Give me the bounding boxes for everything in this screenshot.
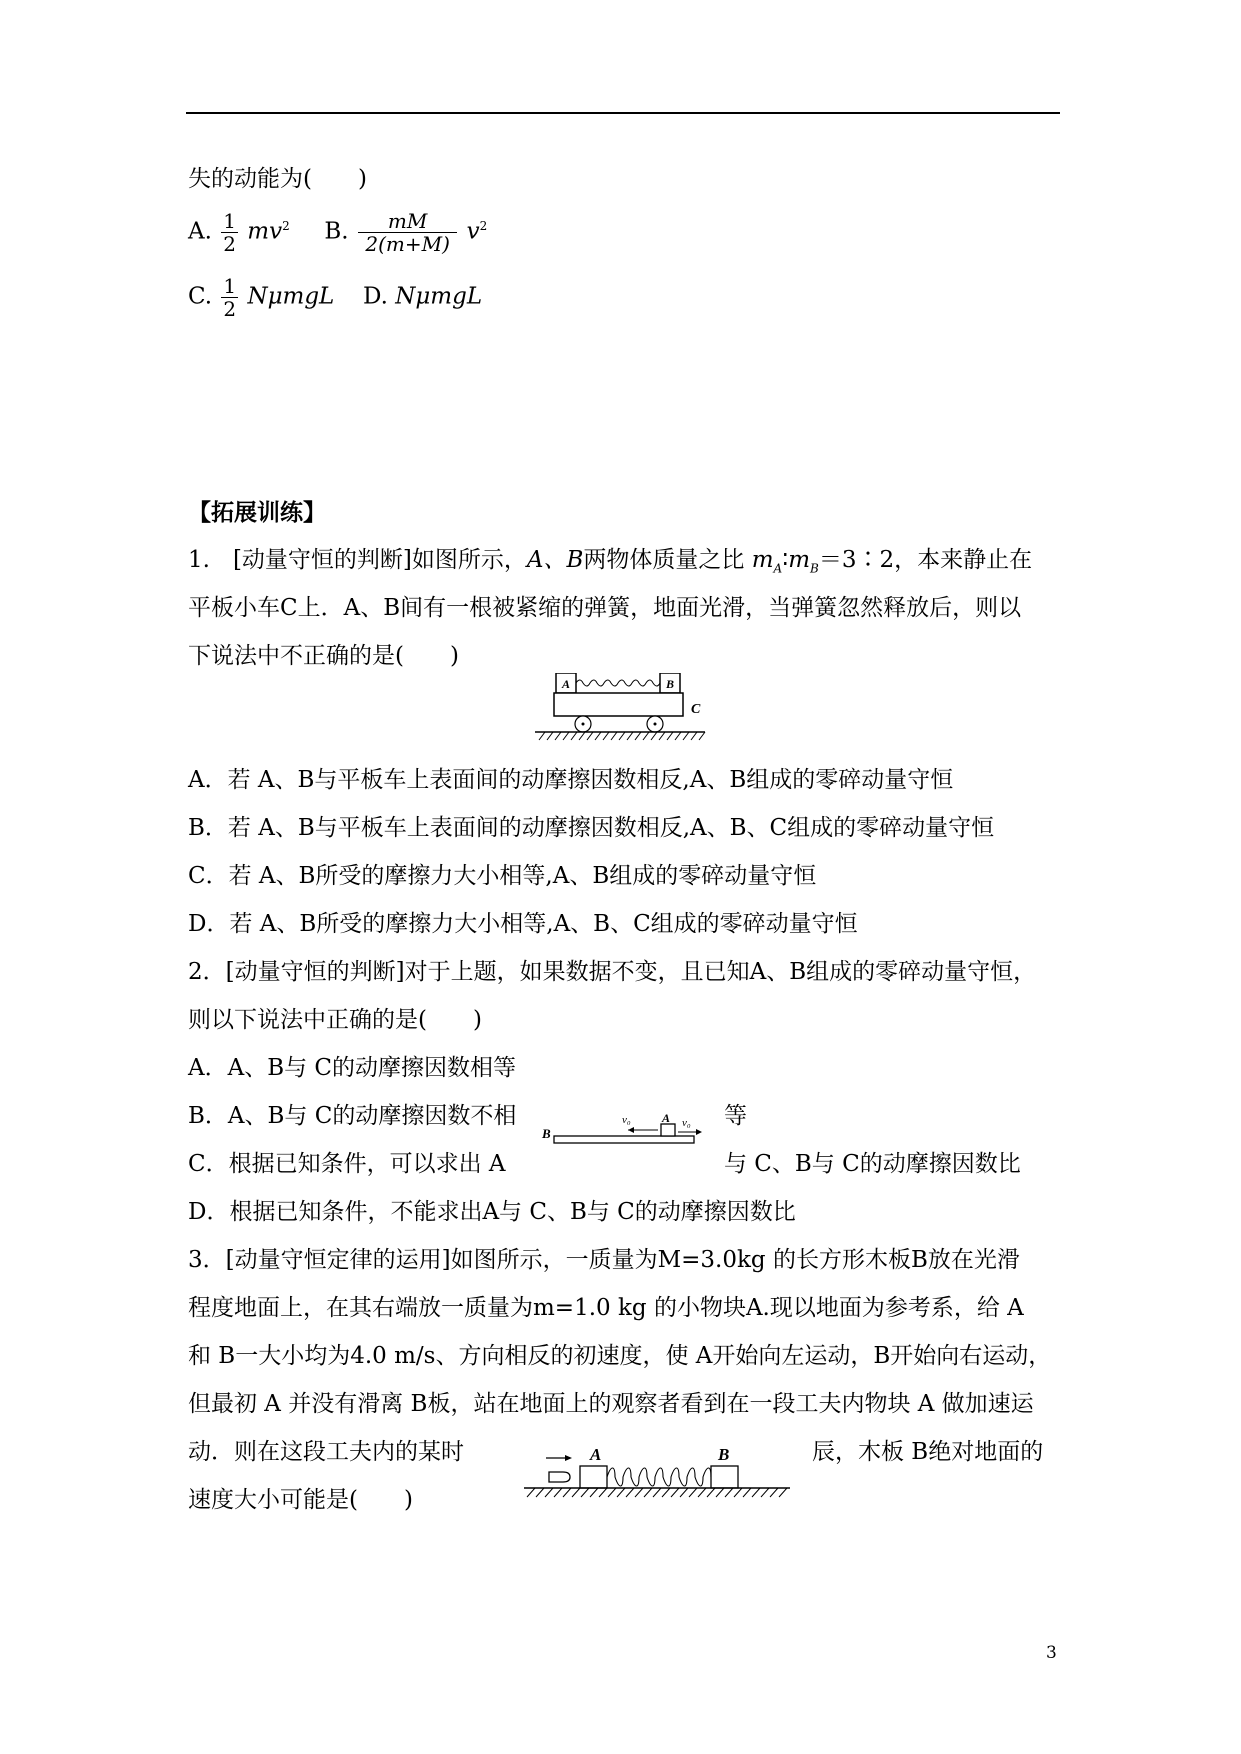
q3-block-a [580,1466,607,1488]
intro-stem-tail: 失的动能为( ) [188,166,367,192]
q2-option-c-right: 与 C、B与 C的动摩擦因数比 [724,1151,1021,1177]
option-d-label: D. [362,283,388,310]
option-b-expr: v [466,218,480,245]
q2-option-c-left: C．根据已知条件，可以求出 A [188,1151,506,1177]
q1-mass-b-sub: B [810,561,819,576]
option-b-denominator: 2(m+M) [365,232,450,257]
intro-option-cd [188,275,482,320]
q1-colon: ∶ [782,547,789,573]
option-a-sup: 2 [282,219,290,233]
q3-line3: 和 B一大小均为4.0 m/s、方向相反的初速度，使 A开始向左运动，B开始向右运动， [188,1343,1052,1369]
q1-line1-b: A、B [526,547,584,573]
q1-line1 [188,544,1032,585]
option-b-numerator: mM [358,210,457,233]
option-a-label: A. [188,218,212,245]
page-number: 3 [1046,1643,1057,1663]
q1-fig-label-c: C [691,702,701,717]
q2-option-a: A．A、B与 C的动摩擦因数相等 [188,1055,517,1081]
q3-line5-left: 动．则在这段工夫内的某时 [188,1439,464,1465]
q1-line1-c: 两物体质量之比 [583,547,752,573]
q2-fig-v0-left: v₀ [622,1114,631,1126]
q1-line1-d: ＝3∶2，本来静止在 [818,547,1033,573]
q2-board-figure [540,1112,710,1150]
option-b-label: B. [324,218,349,245]
q3-ground-hatch [527,1488,787,1497]
option-a-denominator: 2 [223,232,236,257]
q1-option-c: C．若 A、B所受的摩擦力大小相等,A、B组成的零碎动量守恒 [188,863,817,889]
q1-option-a: A．若 A、B与平板车上表面间的动摩擦因数相反,A、B组成的零碎动量守恒 [188,767,954,793]
option-c-label: C. [188,283,213,310]
q1-ground-hatch [539,732,705,740]
q2-fig-v0-right: v₀ [682,1117,691,1129]
q3-fig-label-a: A [590,1445,602,1464]
section-title: 【拓展训练】 [188,499,326,526]
option-a-expr: mv [247,218,283,245]
option-c-numerator: 1 [223,274,237,298]
option-a-fraction [221,210,238,255]
q1-spring [576,680,660,686]
header-rule [186,112,1060,114]
q2-option-b-left: B．A、B与 C的动摩擦因数不相 [188,1103,517,1129]
q2-fig-label-b: B [542,1126,551,1141]
q1-fig-label-a: A [561,677,571,691]
q2-option-d: D．根据已知条件，不能求出A与 C、B与 C的动摩擦因数比 [188,1199,796,1225]
q1-mass-a: m [751,547,774,573]
option-b-fraction [358,210,457,255]
q2-block-a [661,1124,675,1136]
q1-cart-body [554,693,683,716]
q3-spring-figure [522,1440,792,1508]
q2-fig-label-a: A [662,1112,671,1125]
q3-line6: 速度大小可能是( ) [188,1487,413,1513]
q2-board [554,1136,694,1143]
q1-cart-figure [525,673,715,745]
q1-option-d: D．若 A、B所受的摩擦力大小相等,A、B、C组成的零碎动量守恒 [188,911,858,937]
q3-line1: 3．[动量守恒定律的运用]如图所示，一质量为M=3.0kg 的长方形木板B放在光滑 [188,1247,1020,1273]
q1-line2: 平板小车C上．A、B间有一根被紧缩的弹簧，地面光滑，当弹簧忽然释放后，则以 [188,595,1022,621]
q3-spring [607,1468,711,1486]
q1-fig-label-b: B [665,677,675,691]
option-b-sup: 2 [479,219,488,233]
q2-line2: 则以下说法中正确的是( ) [188,1007,482,1033]
option-c-denominator: 2 [223,297,237,321]
q3-line2: 程度地面上，在其右端放一质量为m=1.0 kg 的小物块A.现以地面为参考系，给 A [188,1295,1024,1321]
q1-line1-a: 1. [动量守恒的判断]如图所示， [188,547,527,573]
q3-bullet [549,1472,570,1482]
q3-line4: 但最初 A 并没有滑离 B板，站在地面上的观察者看到在一段工夫内物块 A 做加速运 [188,1391,1034,1417]
q1-line3: 下说法中不正确的是( ) [188,643,459,669]
option-c-expr: NμmgL [247,283,335,310]
q2-option-b-right: 等 [724,1103,747,1129]
q3-block-b [711,1466,738,1488]
option-d-expr: NμmgL [395,283,483,310]
option-a-numerator: 1 [223,209,236,234]
q1-option-b: B．若 A、B与平板车上表面间的动摩擦因数相反,A、B、C组成的零碎动量守恒 [188,815,995,841]
q3-line5-right: 辰，木板 B绝对地面的 [812,1439,1044,1465]
option-c-fraction [221,275,238,320]
intro-option-ab [188,210,487,255]
q3-fig-label-b: B [718,1445,730,1464]
q1-mass-a-sub: A [773,561,783,576]
q1-mass-b: m [788,547,811,573]
q2-line1: 2．[动量守恒的判断]对于上题，如果数据不变，且已知A、B组成的零碎动量守恒， [188,959,1037,985]
